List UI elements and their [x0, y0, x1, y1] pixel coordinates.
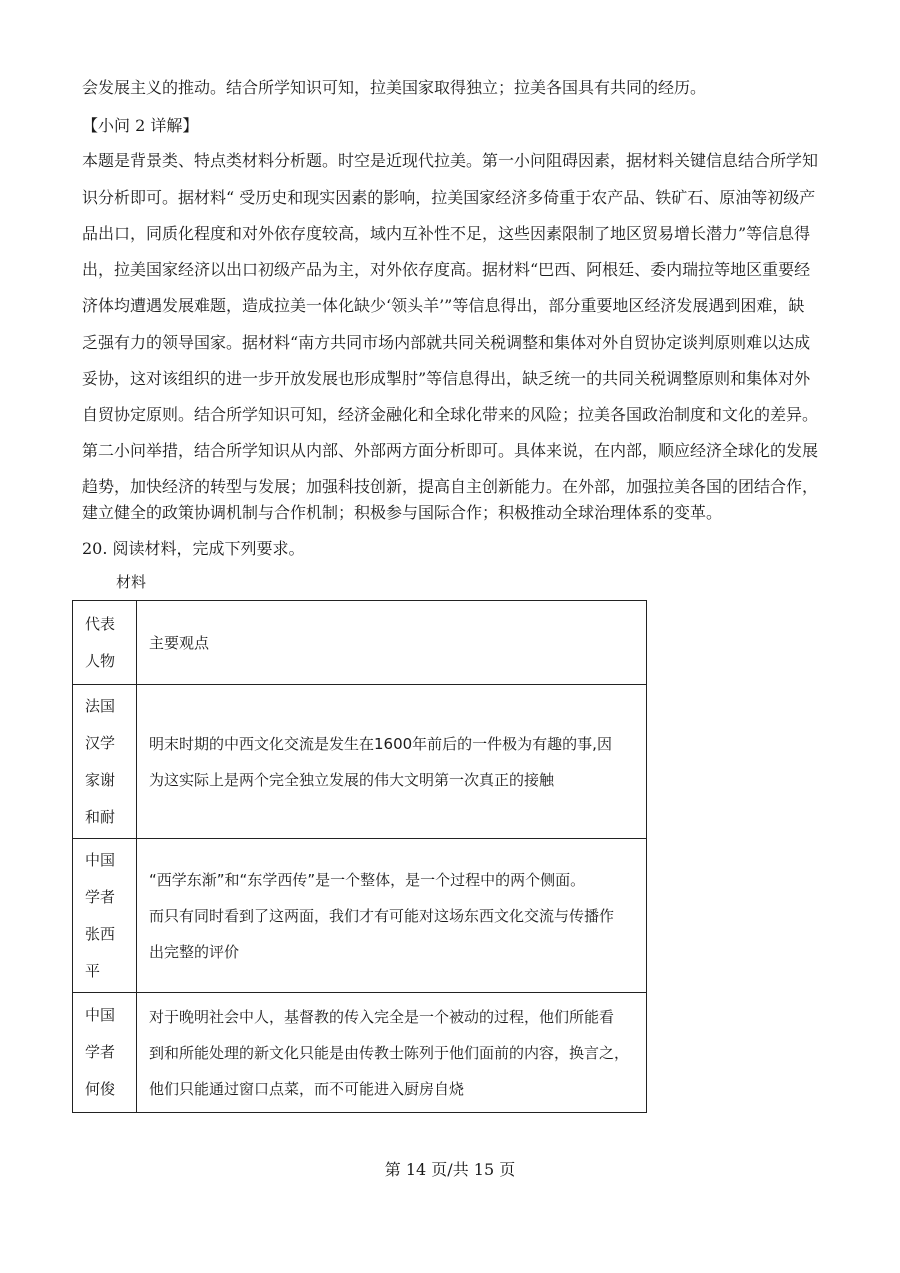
material-caption: 材料	[116, 573, 147, 591]
question-prompt: 20. 阅读材料，完成下列要求。	[82, 539, 305, 558]
paragraph-line: 乏强有力的领导国家。据材料“南方共同市场内部就共同关税调整和集体对外自贸协定谈判原则难以达成	[82, 333, 811, 352]
paragraph-line: 趋势，加快经济的转型与发展；加强科技创新，提高自主创新能力。在外部，加强拉美各国的团结合作，	[82, 477, 819, 496]
table-row	[73, 685, 647, 839]
paragraph-line: 建立健全的政策协调机制与合作机制；积极参与国际合作；积极推动全球治理体系的变革。	[82, 503, 723, 522]
paragraph-line: 本题是背景类、特点类材料分析题。时空是近现代拉美。第一小问阻碍因素，据材料关键信息结合所学知	[82, 151, 819, 170]
header-view-cell: 主要观点	[137, 601, 647, 685]
table-row	[73, 993, 647, 1113]
section-heading: 【小问 2 详解】	[82, 116, 199, 135]
paragraph-line: 会发展主义的推动。结合所学知识可知，拉美国家取得独立；拉美各国具有共同的经历。	[82, 78, 707, 97]
paragraph-line: 济体均遭遇发展难题，造成拉美一体化缺少‘领头羊’”等信息得出，部分重要地区经济发展遇到困难，缺	[82, 296, 805, 315]
paragraph-line: 第二小问举措，结合所学知识从内部、外部两方面分析即可。具体来说，在内部，顺应经济全球化的发展	[82, 441, 819, 460]
viewpoint-cell: 明末时期的中西文化交流是发生在1600年前后的一件极为有趣的事,因 为这实际上是两个完全独立发展的伟大文明第一次真正的接触	[137, 685, 647, 839]
material-table	[72, 600, 647, 1113]
viewpoint-cell: 对于晚明社会中人，基督教的传入完全是一个被动的过程，他们所能看 到和所能处理的新文化只能是由传教士陈列于他们面前的内容，换言之， 他们只能通过窗口点菜，而不可能进入厨房自烧	[137, 993, 647, 1113]
person-cell: 中国 学者 何俊	[73, 993, 137, 1113]
paragraph-line: 品出口，同质化程度和对外依存度较高，域内互补性不足，这些因素限制了地区贸易增长潜力”等信息得	[82, 224, 811, 243]
person-cell: 中国 学者 张西 平	[73, 839, 137, 993]
paragraph-line: 识分析即可。据材料“ 受历史和现实因素的影响，拉美国家经济多倚重于农产品、铁矿石、原油等初级产	[82, 188, 816, 207]
person-cell: 法国 汉学 家谢 和耐	[73, 685, 137, 839]
viewpoint-cell: “西学东渐”和“东学西传”是一个整体，是一个过程中的两个侧面。 而只有同时看到了这两面，我们才有可能对这场东西文化交流与传播作 出完整的评价	[137, 839, 647, 993]
paragraph-line: 自贸协定原则。结合所学知识可知，经济金融化和全球化带来的风险；拉美各国政治制度和文化的差异。	[82, 405, 819, 424]
page-number-footer: 第 14 页/共 15 页	[384, 1160, 516, 1179]
table-header-row	[73, 601, 647, 685]
header-who-cell: 代表 人物	[73, 601, 137, 685]
table-row	[73, 839, 647, 993]
paragraph-line: 妥协，这对该组织的进一步开放发展也形成掣肘”等信息得出，缺乏统一的共同关税调整原则和集体对外	[82, 369, 811, 388]
paragraph-line: 出，拉美国家经济以出口初级产品为主，对外依存度高。据材料“巴西、阿根廷、委内瑞拉等地区重要经	[82, 260, 811, 279]
